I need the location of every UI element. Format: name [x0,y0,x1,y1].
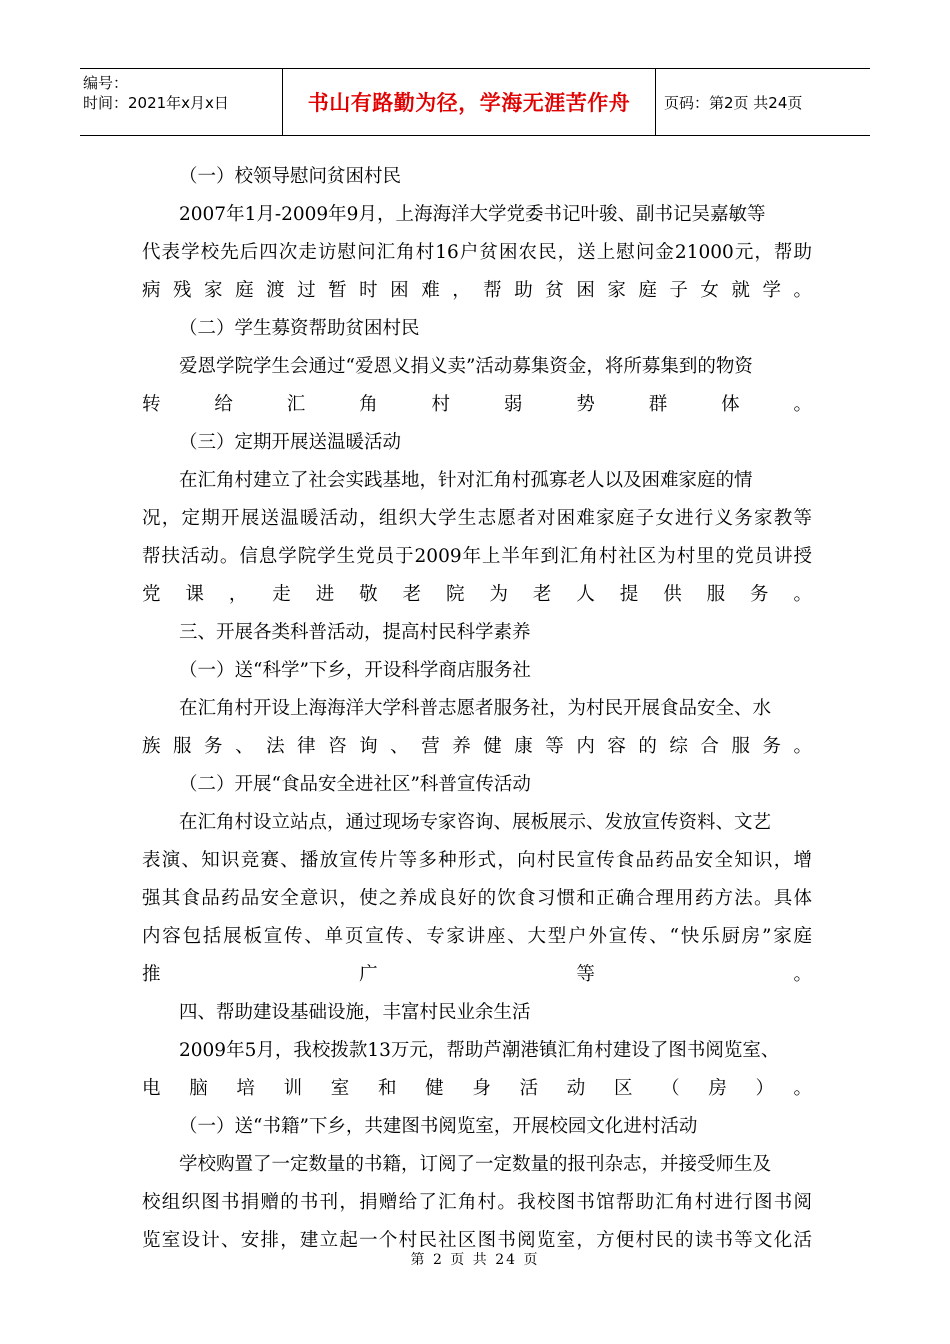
body-line: （三）定期开展送温暖活动 [179,432,402,453]
body-line: 表演、知识竞赛、播放宣传片等多种形式，向村民宣传食品药品安全知识，增 [142,850,812,871]
page-info-text: 页码：第2页 共24页 [664,93,803,112]
document-body [142,158,812,1260]
body-line: （一）送“科学”下乡，开设科学商店服务社 [179,660,531,681]
body-line: 学校购置了一定数量的书籍，订阅了一定数量的报刊杂志，并接受师生及 [179,1154,772,1175]
body-line: 帮扶活动。信息学院学生党员于2009年上半年到汇角村社区为村里的党员讲授 [142,546,812,567]
body-line: 览室设计、安排，建立起一个村民社区图书阅览室，方便村民的读书等文化活 [142,1230,812,1251]
body-line: （一）校领导慰问贫困村民 [179,166,402,187]
body-line: 转给汇角村弱势群体。 [142,394,812,415]
body-line: 校组织图书捐赠的书刊，捐赠给了汇角村。我校图书馆帮助汇角村进行图书阅 [142,1192,812,1213]
page-footer [0,1249,950,1269]
body-line: 爱恩学院学生会通过“爱恩义捐义卖”活动募集资金，将所募集到的物资 [179,356,753,377]
body-line: 2007年1月-2009年9月，上海海洋大学党委书记叶骏、副书记吴嘉敏等 [179,204,766,225]
header-page-info [656,69,870,135]
document-header [80,68,870,136]
body-line: 族服务、法律咨询、营养健康等内容的综合服务。 [142,736,812,757]
body-line: 强其食品药品安全意识，使之养成良好的饮食习惯和正确合理用药方法。具体 [142,888,812,909]
body-line: 党课，走进敬老院为老人提供服务。 [142,584,812,605]
number-label: 编号： [83,74,129,92]
body-line: 病残家庭渡过暂时困难，帮助贫困家庭子女就学。 [142,280,812,301]
body-line: 四、帮助建设基础设施，丰富村民业余生活 [179,1002,531,1023]
body-line: 在汇角村设立站点，通过现场专家咨询、展板展示、发放宣传资料、文艺 [179,812,772,833]
body-line: 在汇角村开设上海海洋大学科普志愿者服务社，为村民开展食品安全、水 [179,698,772,719]
body-line: 内容包括展板宣传、单页宣传、专家讲座、大型户外宣传、“快乐厨房”家庭 [142,926,812,947]
body-line: 电脑培训室和健身活动区（房）。 [142,1078,812,1099]
body-line: （一）送“书籍”下乡，共建图书阅览室，开展校园文化进村活动 [179,1116,698,1137]
motto-text: 书山有路勤为径，学海无涯苦作舟 [307,91,631,115]
body-line: 2009年5月，我校拨款13万元，帮助芦潮港镇汇角村建设了图书阅览室、 [179,1040,780,1061]
footer-page-number: 第 2 页 共 24 页 [410,1252,540,1268]
header-motto-cell [283,69,656,135]
body-line: 推广等。 [142,964,812,985]
body-line: 代表学校先后四次走访慰问汇角村16户贫困农民，送上慰问金21000元，帮助 [142,242,812,263]
body-line: 三、开展各类科普活动，提高村民科学素养 [179,622,531,643]
body-line: 在汇角村建立了社会实践基地，针对汇角村孤寡老人以及困难家庭的情 [179,470,753,491]
body-line: 况，定期开展送温暖活动，组织大学生志愿者对困难家庭子女进行义务家教等 [142,508,812,529]
body-line: （二）学生募资帮助贫困村民 [179,318,420,339]
header-meta [80,69,283,135]
date-label: 时间：2021年x月x日 [83,94,229,112]
body-line: （二）开展“食品安全进社区”科普宣传活动 [179,774,531,795]
